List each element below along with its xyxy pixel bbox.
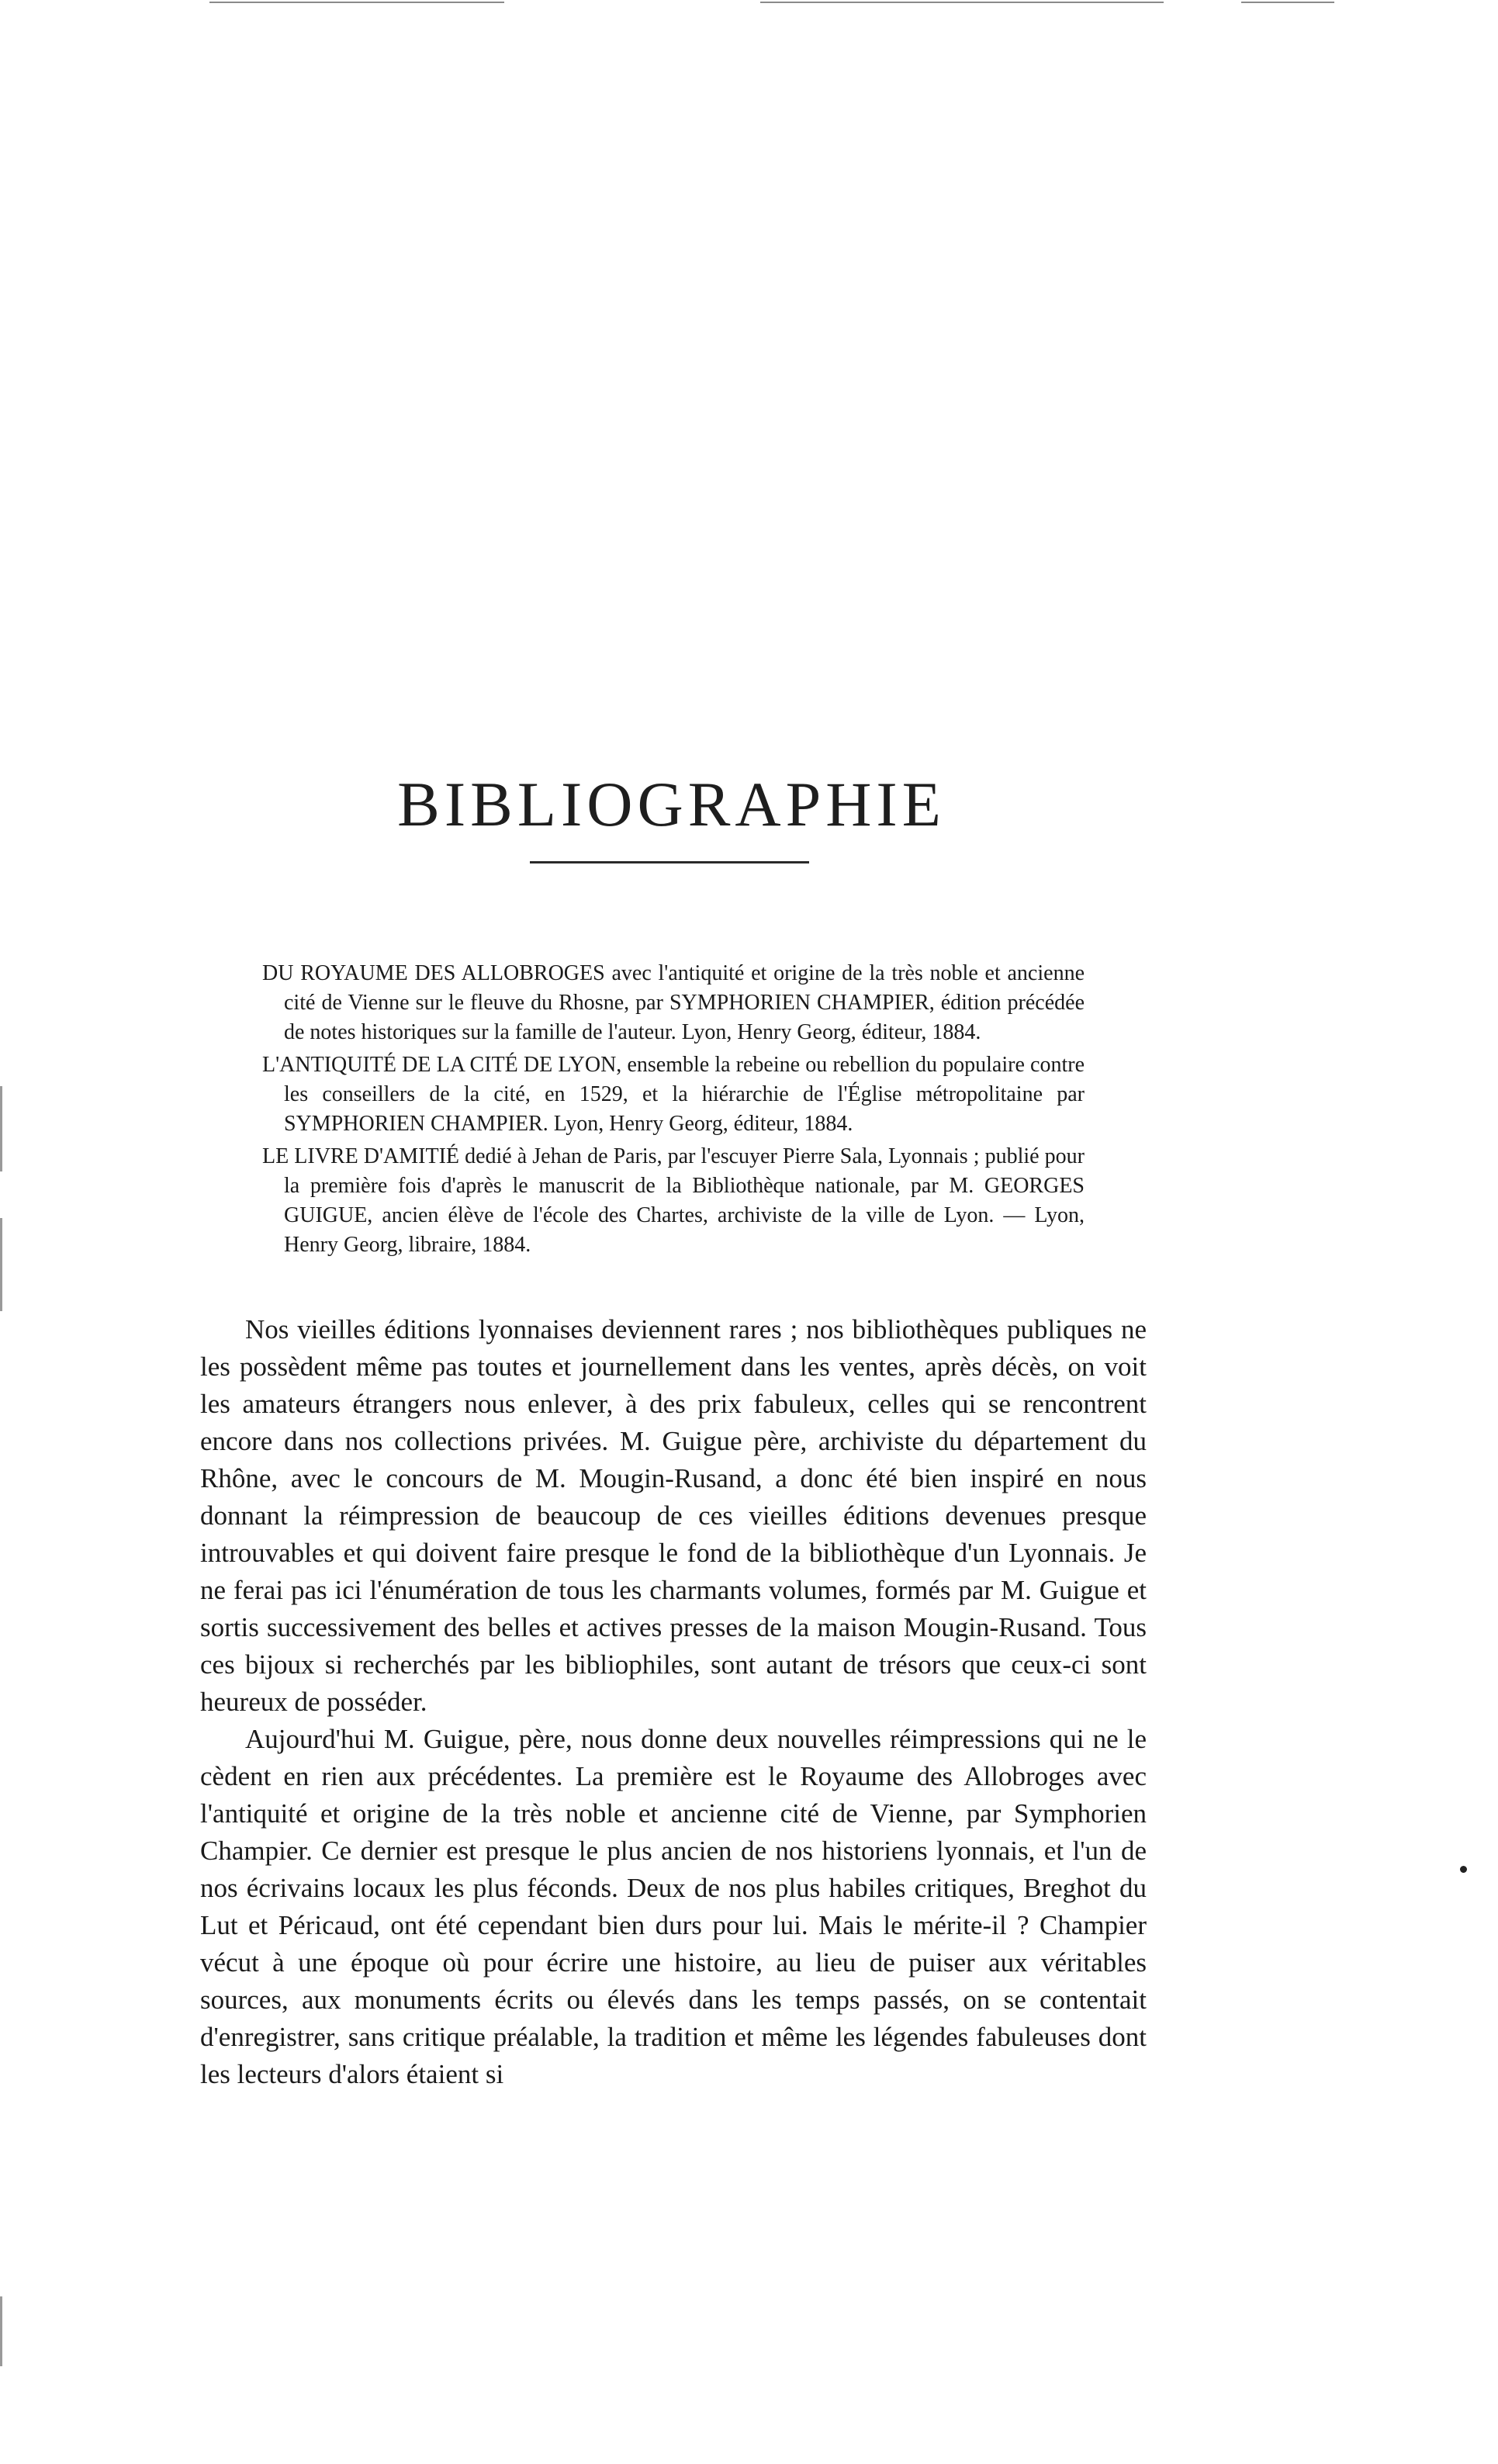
scan-margin-mark [0,1218,2,1311]
body-paragraph: Aujourd'hui M. Guigue, père, nous donne deux nouvelles réimpressions qui ne le cèdent en rien aux précédentes. La première est le Royaume des Allobroges avec l'antiquité et origine de la très noble et ancienne cité de Vienne, par Symphorien Champier. Ce dernier est presque le plus ancien de nos historiens lyonnais, et l'un de nos écrivains locaux les plus féconds. Deux de nos plus habiles critiques, Breghot du Lut et Péricaud, ont été cependant bien durs pour lui. Mais le mérite-il ? Champier vécut à une époque où pour écrire une histoire, au lieu de puiser aux véritables sources, aux monuments écrits ou élevés dans les temps passés, on se contentait d'enregistrer, sans critique préalable, la tradition et même les légendes fabuleuses dont les lecteurs d'alors étaient si [200,1724,1147,2089]
title-divider [530,861,809,863]
bibliography-entry: L'ANTIQUITÉ DE LA CITÉ DE LYON, ensemble la rebeine ou rebellion du populaire contre les conseillers de la cité, en 1529, et la hiérarchie de l'Église métropolitaine par SYMPHORIEN CHAMPIER. Lyon, Henry Georg, éditeur, 1884. [262,1053,1085,1136]
article-body [200,1311,1147,2093]
bibliography-entry: LE LIVRE D'AMITIÉ dedié à Jehan de Paris, par l'escuyer Pierre Sala, Lyonnais ; publié pour la première fois d'après le manuscrit de la Bibliothèque nationale, par M. GEORGES GUIGUE, ancien élève de l'école des Chartes, archiviste de la ville de Lyon. — Lyon, Henry Georg, libraire, 1884. [262,1144,1085,1257]
scan-edge-line [209,2,504,3]
body-paragraph: Nos vieilles éditions lyonnaises deviennent rares ; nos bibliothèques publiques ne les possèdent même pas toutes et journellement dans les ventes, après décès, on voit les amateurs étrangers nous enlever, à des prix fabuleux, celles qui se rencontrent encore dans nos collections privées. M. Guigue père, archiviste du département du Rhône, avec le concours de M. Mougin-Rusand, a donc été bien inspiré en nous donnant la réimpression de beaucoup de ces vieilles éditions devenues presque introuvables et qui doivent faire presque le fond de la bibliothèque d'un Lyonnais. Je ne ferai pas ici l'énumération de tous les charmants volumes, formés par M. Guigue et sortis successivement des belles et actives presses de la maison Mougin-Rusand. Tous ces bijoux si recherchés par les bibliophiles, sont autant de trésors que ceux-ci sont heureux de posséder. [200,1314,1147,1717]
scan-dot-mark [1460,1866,1467,1873]
scan-edge-line [1241,2,1334,3]
page-title: BIBLIOGRAPHIE [397,768,946,839]
scan-margin-mark [0,1086,2,1171]
scan-margin-mark [0,2296,2,2366]
bibliography-list [262,959,1085,1263]
bibliography-entry: DU ROYAUME DES ALLOBROGES avec l'antiquité et origine de la très noble et ancienne cité de Vienne sur le fleuve du Rhosne, par SYMPHORIEN CHAMPIER, édition précédée de notes historiques sur la famille de l'auteur. Lyon, Henry Georg, éditeur, 1884. [262,961,1085,1044]
scan-edge-line [760,2,1164,3]
